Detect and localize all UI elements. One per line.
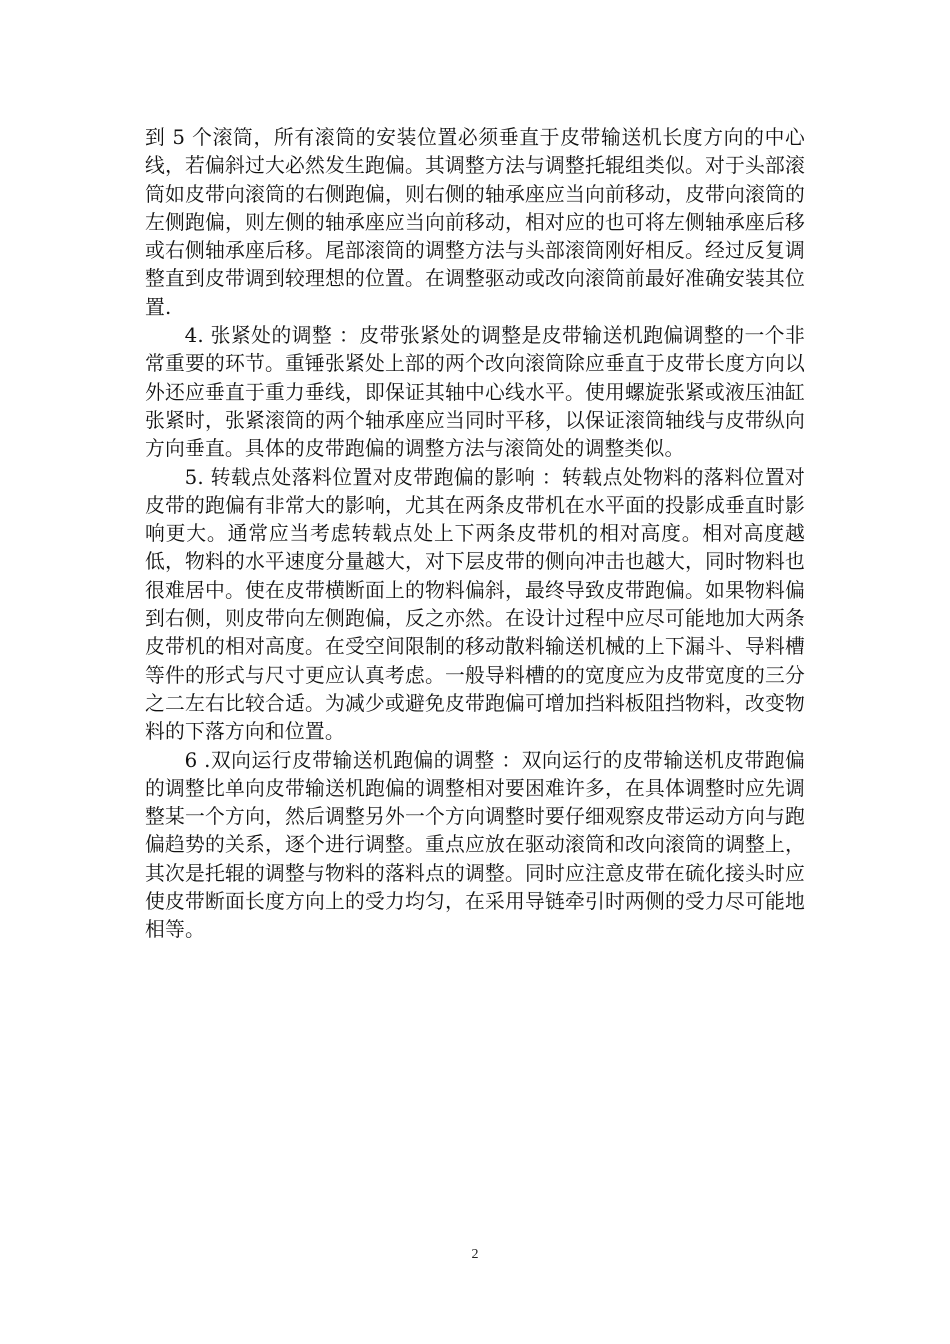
paragraph-roller-continuation: 到 5 个滚筒，所有滚筒的安装位置必须垂直于皮带输送机长度方向的中心线，若偏斜过大必然发生跑偏。其调整方法与调整托辊组类似。对于头部滚筒如皮带向滚筒的右侧跑偏，则右侧的轴承座应当向前移动，皮带向滚筒的左侧跑偏，则左侧的轴承座应当向前移动，相对应的也可将左侧轴承座后移或右侧轴承座后移。尾部滚筒的调整方法与头部滚筒刚好相反。经过反复调整直到皮带调到较理想的位置。在调整驱动或改向滚筒前最好准确安装其位置. (145, 126, 805, 319)
paragraph-transfer-point: 5. 转载点处落料位置对皮带跑偏的影响 ：转载点处物料的落料位置对皮带的跑偏有非常大的影响，尤其在两条皮带机在水平面的投影成垂直时影响更大。通常应当考虑转载点处上下两条皮带机的相对高度。相对高度越低，物料的水平速度分量越大，对下层皮带的侧向冲击也越大，同时物料也很难居中。使在皮带横断面上的物料偏斜，最终导致皮带跑偏。如果物料偏到右侧，则皮带向左侧跑偏，反之亦然。在设计过程中应尽可能地加大两条皮带机的相对高度。在受空间限制的移动散料输送机械的上下漏斗、导料槽等件的形式与尺寸更应认真考虑。一般导料槽的的宽度应为皮带宽度的三分之二左右比较合适。为减少或避免皮带跑偏可增加挡料板阻挡物料，改变物料的下落方向和位置。 (145, 465, 805, 744)
paragraph-bidirectional: 6 .双向运行皮带输送机跑偏的调整 ：双向运行的皮带输送机皮带跑偏的调整比单向皮带输送机跑偏的调整相对要困难许多，在具体调整时应先调整某一个方向，然后调整另外一个方向调整时要仔细观察皮带运动方向与跑偏趋势的关系，逐个进行调整。重点应放在驱动滚筒和改向滚筒的调整上，其次是托辊的调整与物料的落料点的调整。同时应注意皮带在硫化接头时应使皮带断面长度方向上的受力均匀，在采用导链牵引时两侧的受力尽可能地相等。 (145, 748, 805, 942)
page-number: 2 (471, 1247, 479, 1262)
body-text (145, 124, 805, 945)
paragraph-tension-adjustment: 4. 张紧处的调整 ：皮带张紧处的调整是皮带输送机跑偏调整的一个非常重要的环节。重锤张紧处上部的两个改向滚筒除应垂直于皮带长度方向以外还应垂直于重力垂线，即保证其轴中心线水平。使用螺旋张紧或液压油缸张紧时，张紧滚筒的两个轴承座应当同时平移，以保证滚筒轴线与皮带纵向方向垂直。具体的皮带跑偏的调整方法与滚筒处的调整类似。 (145, 324, 805, 461)
